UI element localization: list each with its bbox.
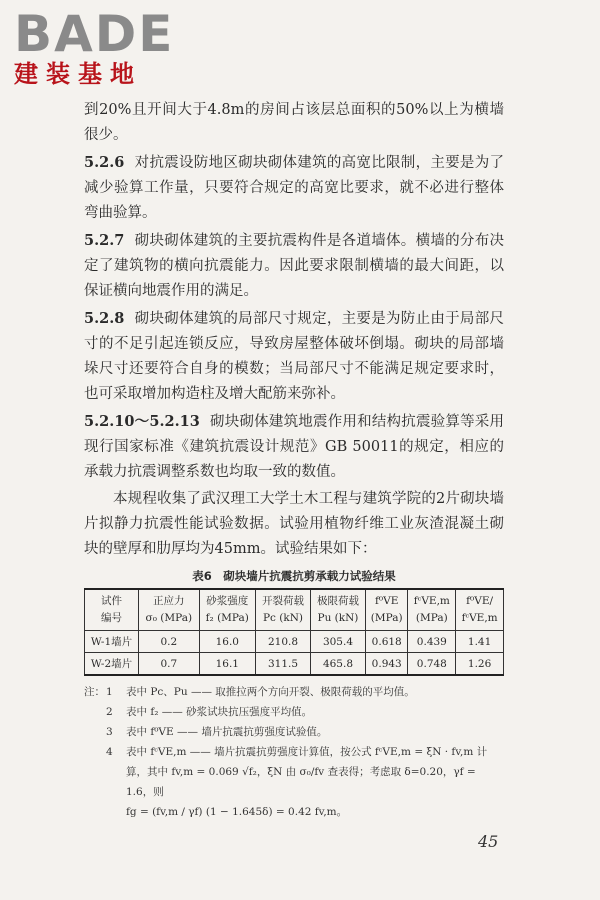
- section-number: 5.2.7: [84, 232, 125, 249]
- table-cell: W-1墙片: [85, 631, 139, 653]
- para-continued: 到20%且开间大于4.8m的房间占该层总面积的50%以上为横墙很少。: [84, 102, 504, 143]
- section-5-2-7: [84, 228, 504, 304]
- header-cell: 正应力 σ₀ (MPa): [139, 589, 199, 631]
- section-text: 砌块砌体建筑的局部尺寸规定，主要是为防止由于局部尺寸的不足引起连锁反应，导致房屋整体破坏倒塌。砌块的局部墙垛尺寸还要符合自身的模数；当局部尺寸不能满足规定要求时，也可采取增加构造柱及增大配筋来弥补。: [84, 311, 504, 402]
- section-number: 5.2.10～5.2.13: [84, 413, 200, 430]
- table-row: [85, 653, 504, 676]
- brand-logo: [14, 5, 175, 88]
- results-table: [84, 588, 504, 676]
- section-5-2-8: [84, 306, 504, 407]
- table-cell: 0.439: [408, 631, 456, 653]
- table-cell: 1.41: [456, 631, 504, 653]
- note-item: 注：1 表中 Pc、Pu —— 取推拉两个方向开裂、极限荷载的平均值。: [84, 682, 504, 702]
- header-cell: 极限荷载 Pu (kN): [310, 589, 365, 631]
- table-cell: 16.0: [199, 631, 255, 653]
- section-text: 砌块砌体建筑的主要抗震构件是各道墙体。横墙的分布决定了建筑物的横向抗震能力。因此要求限制横墙的最大间距，以保证横向地震作用的满足。: [84, 233, 504, 299]
- table-header-row: [85, 589, 504, 631]
- header-cell: f⁰VE (MPa): [365, 589, 408, 631]
- logo-brand: BADE: [14, 5, 175, 63]
- section-text: 对抗震设防地区砌块砌体建筑的高宽比限制，主要是为了减少验算工作量，只要符合规定的高宽比要求，就不必进行整体弯曲验算。: [84, 155, 504, 221]
- table-cell: 465.8: [310, 653, 365, 676]
- table-cell: 305.4: [310, 631, 365, 653]
- table-row: [85, 631, 504, 653]
- header-cell: 砂浆强度 f₂ (MPa): [199, 589, 255, 631]
- header-cell: 开裂荷载 Pc (kN): [256, 589, 311, 631]
- table-cell: 0.618: [365, 631, 408, 653]
- logo-subtitle: 建装基地: [14, 60, 142, 88]
- header-cell: 试件 编号: [85, 589, 139, 631]
- section-number: 5.2.8: [84, 310, 125, 327]
- table-cell: 1.26: [456, 653, 504, 676]
- table-caption: 表6 砌块墙片抗震抗剪承载力试验结果: [192, 569, 396, 583]
- note-item: 4 表中 fᶜVE,m —— 墙片抗震抗剪强度计算值，按公式 fᶜVE,m = ξN · fv,m 计算，其中 fv,m = 0.069 √f₂，ξN 由 σ₀/fv 查表得；考虑取 δ=0.20，γf = 1.6，则: [106, 746, 488, 798]
- header-cell: f⁰VE/ fᶜVE,m: [456, 589, 504, 631]
- header-cell: fᶜVE,m (MPa): [408, 589, 456, 631]
- table-cell: 0.7: [139, 653, 199, 676]
- table-cell: 0.748: [408, 653, 456, 676]
- document-body: [84, 98, 504, 822]
- note-formula: fg = (fv,m / γf) (1 − 1.645δ) = 0.42 fv,m。: [126, 806, 348, 818]
- table-cell: 0.943: [365, 653, 408, 676]
- section-number: 5.2.6: [84, 154, 125, 171]
- section-5-2-10-13: [84, 409, 504, 485]
- notes-label: 注：: [84, 686, 105, 698]
- section-text: 砌块砌体建筑地震作用和结构抗震验算等采用现行国家标准《建筑抗震设计规范》GB 50011的规定，相应的承载力抗震调整系数也均取一致的数值。: [84, 414, 505, 480]
- table-notes: [84, 682, 504, 822]
- table-cell: W-2墙片: [85, 653, 139, 676]
- page-number: 45: [478, 832, 499, 851]
- experiment-paragraph: 本规程收集了武汉理工大学土木工程与建筑学院的2片砌块墙片拟静力抗震性能试验数据。试验用植物纤维工业灰渣混凝土砌块的壁厚和肋厚均为45mm。试验结果如下：: [84, 491, 504, 557]
- table-cell: 210.8: [256, 631, 311, 653]
- table-cell: 0.2: [139, 631, 199, 653]
- table-cell: 311.5: [256, 653, 311, 676]
- note-item: 2 表中 f₂ —— 砂浆试块抗压强度平均值。: [106, 706, 313, 718]
- section-5-2-6: [84, 150, 504, 226]
- table-cell: 16.1: [199, 653, 255, 676]
- note-item: 3 表中 f⁰VE —— 墙片抗震抗剪强度试验值。: [106, 726, 328, 738]
